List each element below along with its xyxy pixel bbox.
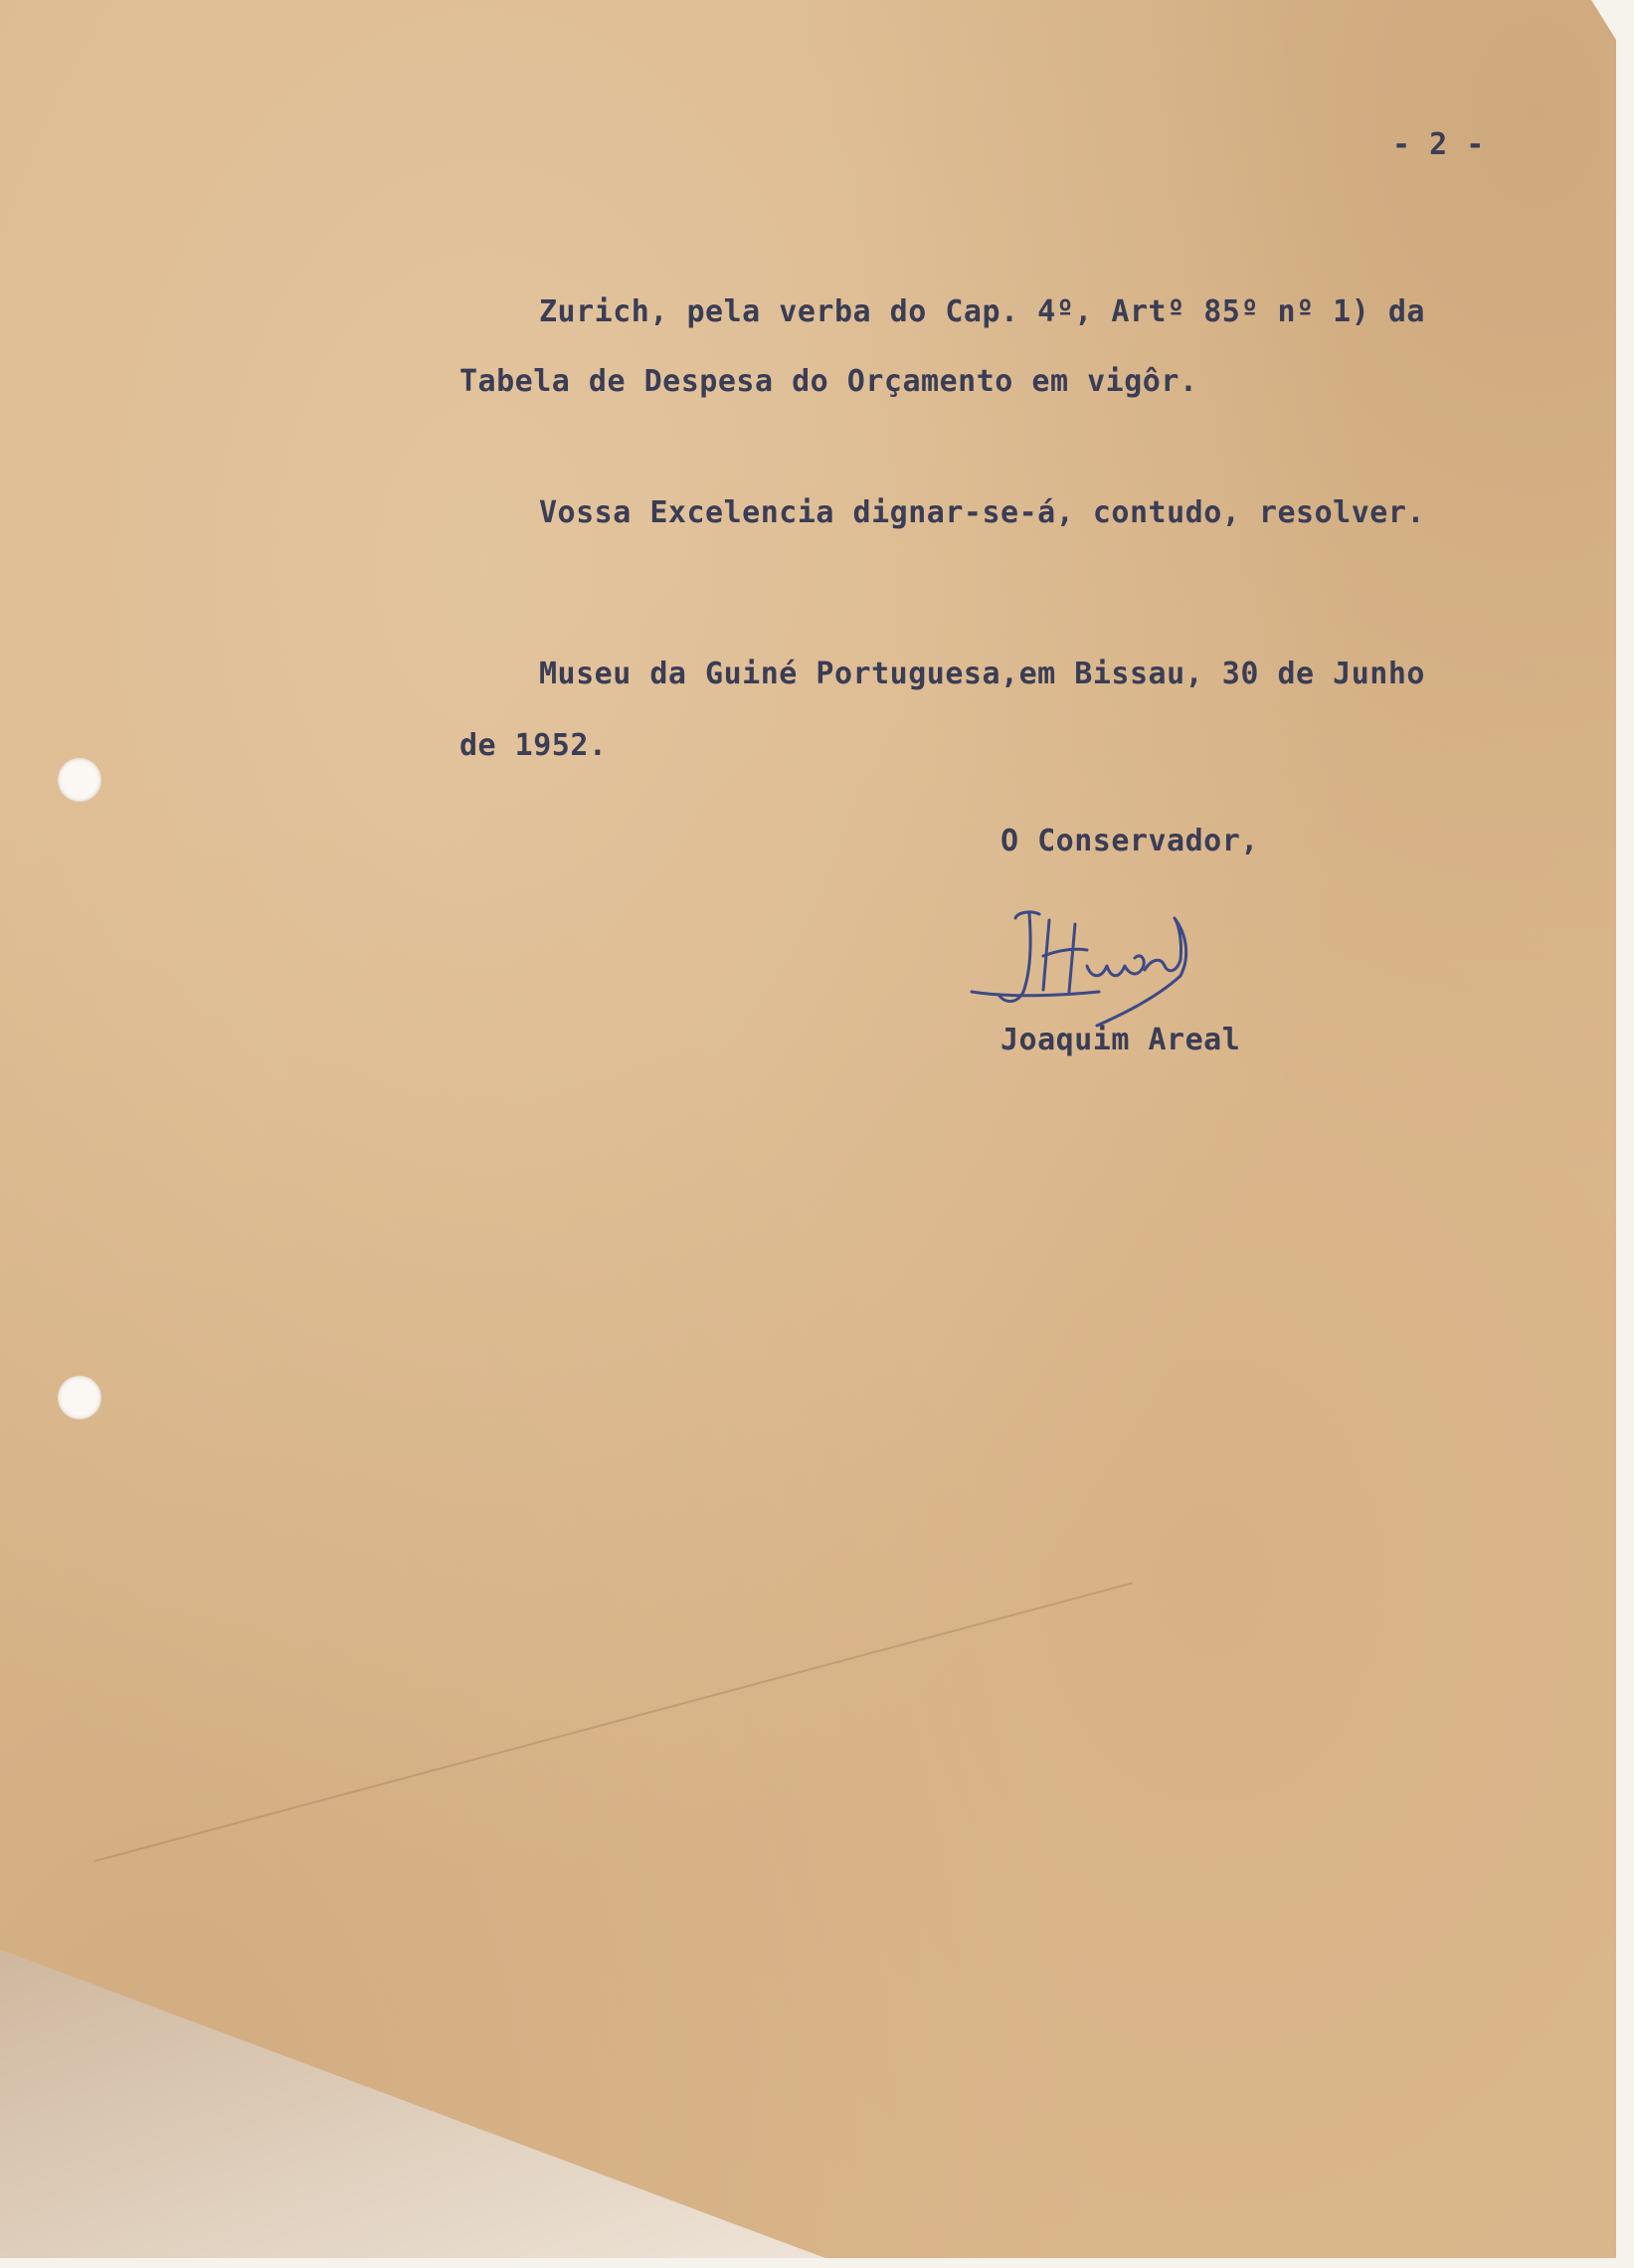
punch-hole-top: [58, 758, 101, 802]
handwritten-signature: [970, 900, 1218, 1030]
signatory-name: Joaquim Areal: [1000, 1023, 1241, 1057]
date-line-2: de 1952.: [459, 728, 608, 763]
closing-title: O Conservador,: [1000, 824, 1259, 858]
paragraph-2: Vossa Excelencia dignar-se-á, contudo, resolver.: [539, 495, 1425, 530]
date-line-1: Museu da Guiné Portuguesa,em Bissau, 30 de Junho: [539, 657, 1425, 691]
punch-hole-bottom: [58, 1376, 101, 1419]
paragraph-1-line-2: Tabela de Despesa do Orçamento em vigôr.: [459, 364, 1198, 399]
page-number: - 2 -: [1392, 127, 1485, 162]
paragraph-1-line-1: Zurich, pela verba do Cap. 4º, Artº 85º nº 1) da: [539, 294, 1425, 329]
